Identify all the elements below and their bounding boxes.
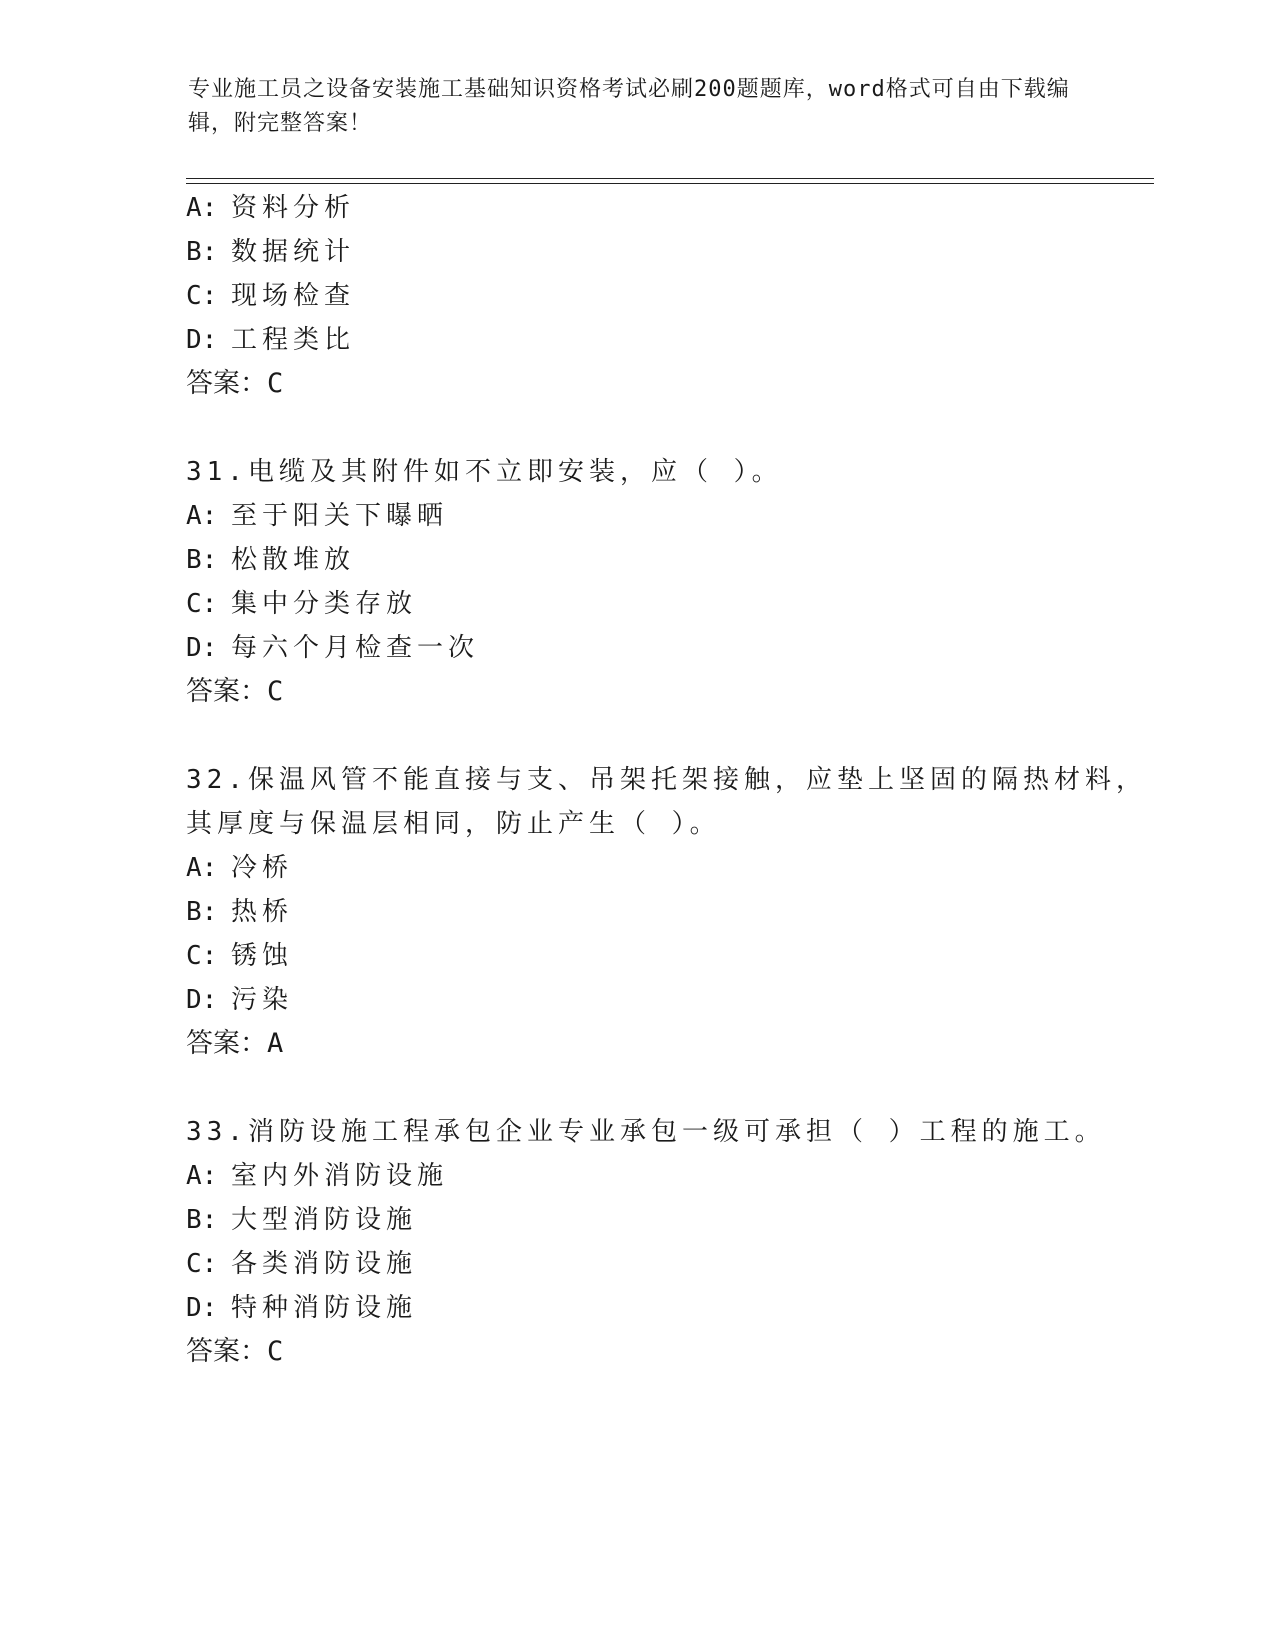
option-text: 各类消防设施 <box>231 1249 418 1279</box>
option-text: 冷桥 <box>231 853 294 883</box>
option-a <box>186 851 293 885</box>
option-b <box>186 543 355 577</box>
answer-label: 答案： <box>186 1336 267 1367</box>
option-b <box>186 895 293 929</box>
answer-value: A <box>267 1028 284 1059</box>
option-label: C: <box>186 941 218 971</box>
answer-line <box>186 1335 283 1369</box>
option-label: C: <box>186 1249 218 1279</box>
option-label: D: <box>186 325 218 355</box>
answer-line <box>186 1027 283 1061</box>
option-a <box>186 191 355 225</box>
answer-label: 答案： <box>186 1028 267 1059</box>
option-c <box>186 587 417 621</box>
option-d <box>186 983 293 1017</box>
option-label: D: <box>186 985 218 1015</box>
option-a <box>186 499 448 533</box>
question-stem: 31.电缆及其附件如不立即安装，应（ ）。 <box>186 457 783 487</box>
option-label: C: <box>186 589 218 619</box>
document-header-text: 专业施工员之设备安装施工基础知识资格考试必刷200题题库，word格式可自由下载编辑，附完整答案！ <box>188 77 1070 136</box>
option-text: 每六个月检查一次 <box>231 633 480 663</box>
option-text: 污染 <box>231 985 294 1015</box>
option-a <box>186 1159 448 1193</box>
option-label: A: <box>186 1161 218 1191</box>
answer-value: C <box>267 368 284 399</box>
header-divider-top <box>186 178 1154 179</box>
option-label: B: <box>186 237 218 267</box>
option-d <box>186 631 479 665</box>
option-b <box>186 235 355 269</box>
option-label: B: <box>186 545 218 575</box>
answer-value: C <box>267 676 284 707</box>
answer-line <box>186 675 283 709</box>
option-text: 数据统计 <box>231 237 356 267</box>
option-text: 资料分析 <box>231 193 356 223</box>
option-text: 至于阳关下曝晒 <box>231 501 449 531</box>
option-label: C: <box>186 281 218 311</box>
option-d <box>186 1291 417 1325</box>
option-text: 热桥 <box>231 897 294 927</box>
option-text: 松散堆放 <box>231 545 356 575</box>
header-divider-bottom <box>186 183 1154 184</box>
option-c <box>186 279 355 313</box>
option-label: A: <box>186 853 218 883</box>
option-text: 大型消防设施 <box>231 1205 418 1235</box>
question-stem-continuation: 其厚度与保温层相同，防止产生（ ）。 <box>186 809 721 839</box>
option-text: 特种消防设施 <box>231 1293 418 1323</box>
option-text: 室内外消防设施 <box>231 1161 449 1191</box>
answer-label: 答案： <box>186 368 267 399</box>
option-text: 锈蚀 <box>231 941 294 971</box>
option-label: A: <box>186 501 218 531</box>
option-text: 集中分类存放 <box>231 589 418 619</box>
option-label: D: <box>186 1293 218 1323</box>
option-c <box>186 939 293 973</box>
option-text: 工程类比 <box>231 325 356 355</box>
question-stem: 33.消防设施工程承包企业专业承包一级可承担（ ）工程的施工。 <box>186 1117 1106 1147</box>
option-d <box>186 323 355 357</box>
option-b <box>186 1203 417 1237</box>
answer-line <box>186 367 283 401</box>
answer-label: 答案： <box>186 676 267 707</box>
option-label: B: <box>186 1205 218 1235</box>
option-text: 现场检查 <box>231 281 356 311</box>
option-label: D: <box>186 633 218 663</box>
option-label: A: <box>186 193 218 223</box>
option-c <box>186 1247 417 1281</box>
option-label: B: <box>186 897 218 927</box>
question-stem: 32.保温风管不能直接与支、吊架托架接触，应垫上坚固的隔热材料， <box>186 765 1147 795</box>
answer-value: C <box>267 1336 284 1367</box>
